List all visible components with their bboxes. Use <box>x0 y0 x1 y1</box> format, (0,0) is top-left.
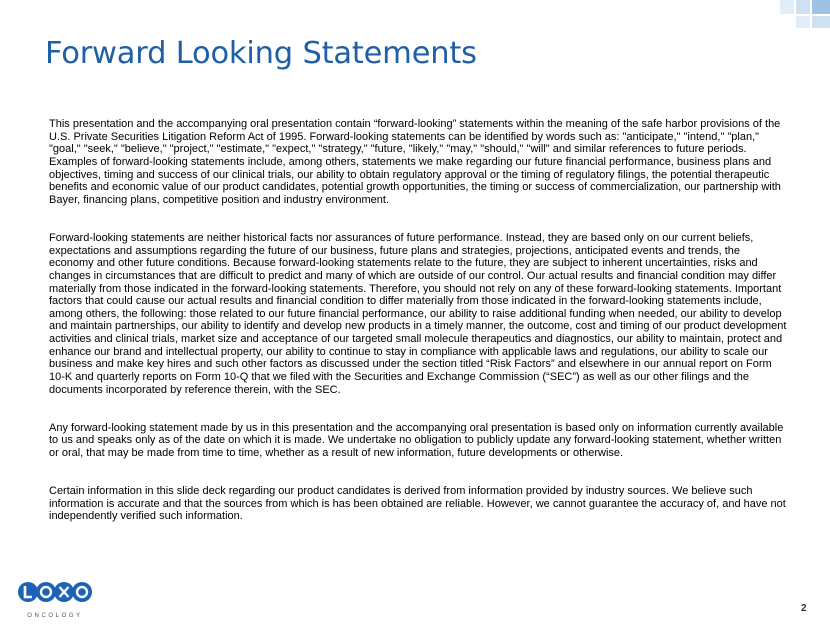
deco-square <box>812 16 830 28</box>
corner-decoration <box>740 0 830 30</box>
company-logo <box>18 579 92 623</box>
deco-square <box>796 0 810 14</box>
disclaimer-body <box>49 118 787 548</box>
page-number: 2 <box>801 603 807 614</box>
logo-tagline: ONCOLOGY <box>27 613 83 619</box>
paragraph-risks: Forward-looking statements are neither historical facts nor assurances of future performance. Instead, they are based only on our current beliefs, expectations and assumptions regarding the future of our business, future plans and strategies, projections, anticipated events and trends, the economy and other future conditions. Because forward-looking statements relate to the future, they are subject to inherent uncertainties, risks and changes in circumstances that are difficult to predict and many of which are outside of our control. Our actual results and financial condition may differ materially from those indicated in the forward-looking statements. Therefore, you should not rely on any of these forward-looking statements. Important factors that could cause our actual results and financial condition to differ materially from those indicated in the forward-looking statements include, among others, the following: those related to our future financial performance, our ability to raise additional funding when needed, our ability to develop and maintain partnerships, our ability to identify and develop new products in a timely manner, the outcome, cost and timing of our product development activities and clinical trials, market size and acceptance of our targeted small molecule therapeutics and diagnostics, our ability to maintain, protect and enhance our brand and intellectual property, our ability to continue to stay in compliance with applicable laws and regulations, our ability to scale our business and make key hires and such other factors as discussed under the section titled “Risk Factors” and elsewhere in our annual report on Form 10-K and quarterly reports on Form 10-Q that we filed with the Securities and Exchange Commission (“SEC”) as well as our other filings and the documents incorporated by reference therein, with the SEC. <box>49 231 787 396</box>
paragraph-safe-harbor: This presentation and the accompanying oral presentation contain “forward-looking” statements within the meaning of the safe harbor provisions of the U.S. Private Securities Litigation Reform Act of 1995. Forward-looking statements can be identified by words such as: "anticipate," "intend," "plan," "goal," "seek," "believe," "project," "estimate," "expect," "strategy," "future, "likely," "may," "should," "will" and similar references to future periods. Examples of forward-looking statements include, among others, statements we make regarding our future financial performance, business plans and objectives, timing and success of our clinical trials, our ability to obtain regulatory approval or the timing of regulatory filings, the potential therapeutic benefits and economic value of our product candidates, potential growth opportunities, the timing or success of commercialization, our partnership with Bayer, financing plans, competitive position and industry environment. <box>49 118 781 206</box>
paragraph-industry-sources: Certain information in this slide deck regarding our product candidates is derived from information provided by industry sources. We believe such information is accurate and that the sources from which is has been obtained are reliable. However, we cannot guarantee the accuracy of, and have not independently verified such information. <box>49 484 786 523</box>
paragraph-no-obligation: Any forward-looking statement made by us in this presentation and the accompanying oral presentation is based only on information currently available to us and speaks only as of the date on which it is made. We undertake no obligation to publicly update any forward-looking statement, whether written or oral, that may be made from time to time, whether as a result of new information, future developments or otherwise. <box>49 421 784 460</box>
deco-square <box>780 0 794 14</box>
deco-square <box>812 0 830 14</box>
deco-square <box>796 16 810 28</box>
page-title: Forward Looking Statements <box>45 36 477 71</box>
